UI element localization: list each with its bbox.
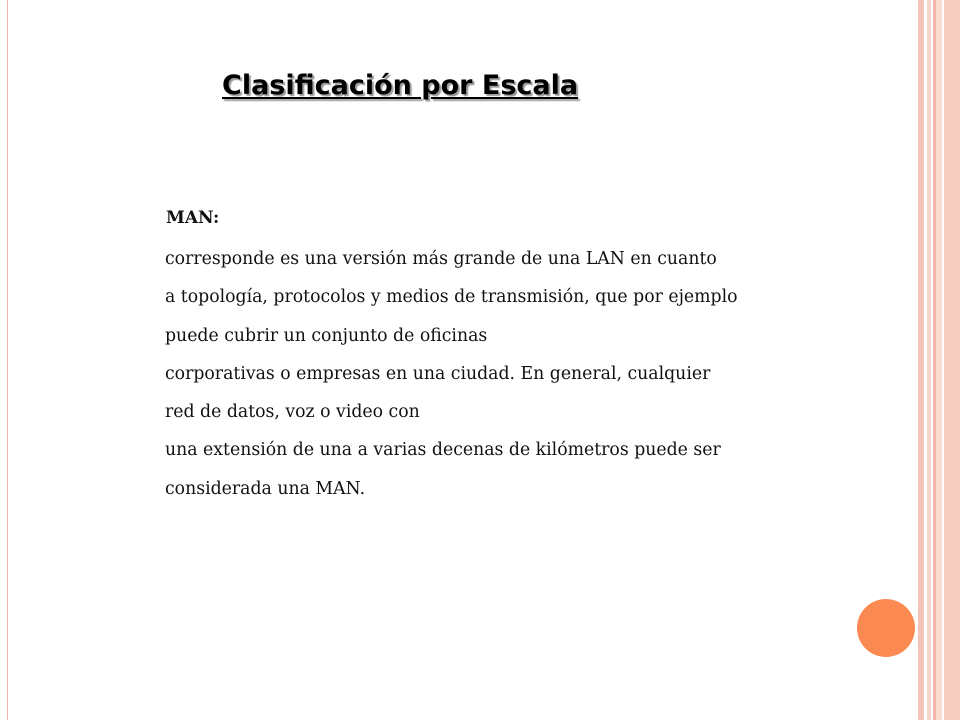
left-frame-border <box>7 0 8 720</box>
slide-title: Clasificación por Escala <box>222 70 579 101</box>
body-line: corporativas o empresas en una ciudad. En general, cualquier <box>165 363 711 384</box>
body-text <box>165 240 845 508</box>
body-line: a topología, protocolos y medios de transmisión, que por ejemplo <box>165 287 738 308</box>
body-line: corresponde es una versión más grande de una LAN en cuanto <box>165 249 717 269</box>
section-heading: MAN: <box>166 208 220 228</box>
body-line: red de datos, voz o video con <box>165 402 420 423</box>
accent-circle <box>857 599 915 657</box>
body-line: considerada una MAN. <box>165 478 366 499</box>
right-decorative-band <box>944 0 960 720</box>
body-line: puede cubrir un conjunto de oficinas <box>165 325 488 346</box>
body-line: una extensión de una a varias decenas de kilómetros puede ser <box>165 440 721 461</box>
